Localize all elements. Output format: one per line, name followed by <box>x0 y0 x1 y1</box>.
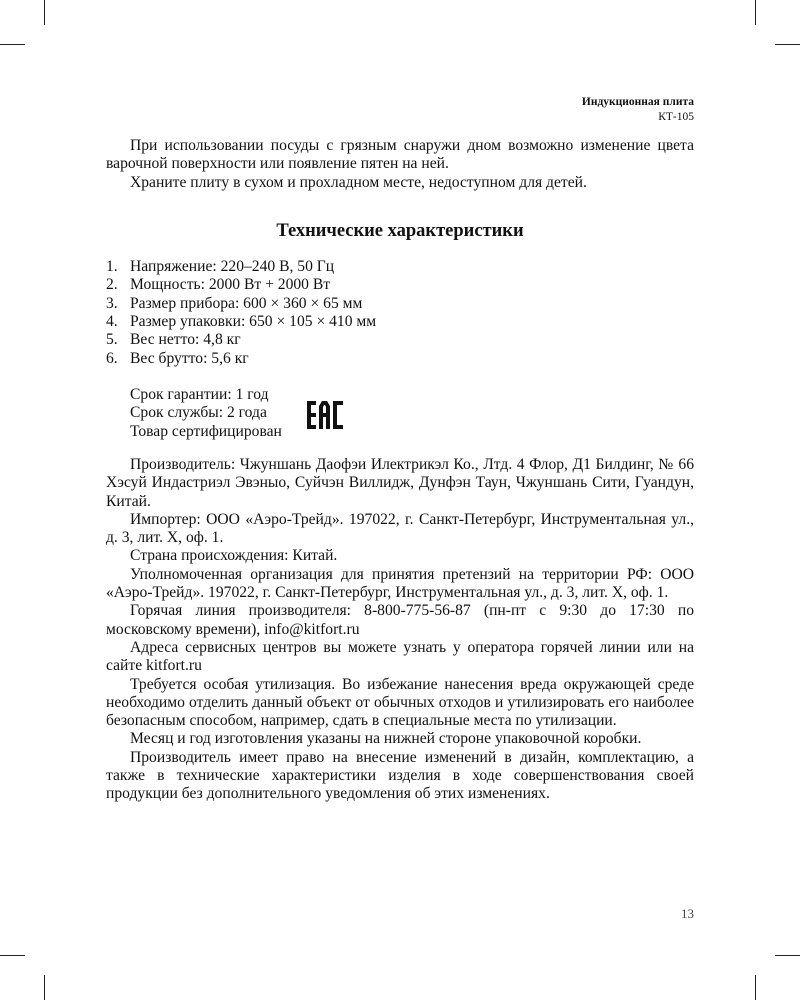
crop-mark-bottom-left <box>44 975 45 1000</box>
authorized-org-paragraph: Уполномоченная организация для принятия претензий на территории РФ: ООО «Аэро-Трейд». 197022, г. Санкт-Петербург, Инструментальная ул., д. 3, лит. Х, оф. 1. <box>106 565 694 602</box>
warranty-service-life: Срок службы: 2 года <box>130 404 267 422</box>
eac-certification-icon <box>306 400 344 430</box>
page-content <box>106 137 694 804</box>
importer-paragraph: Импортер: ООО «Аэро-Трейд». 197022, г. Санкт-Петербург, Инструментальная ул., д. 3, лит. Х, оф. 1. <box>106 510 694 547</box>
spec-item: 1. Напряжение: 220–240 В, 50 Гц <box>106 258 335 276</box>
header-title: Индукционная плита <box>581 96 694 108</box>
manufacturer-paragraph: Производитель: Чжуншань Даофэи Илектрикэл Ко., Лтд. 4 Флор, Д1 Билдинг, № 66 Хэсуй Индастриэл Эвэныо, Суйчэн Виллидж, Дунфэн Таун, Чжуншань Сити, Гуандун, Китай. <box>106 455 694 510</box>
crop-mark-bottom-left-h <box>0 955 25 956</box>
crop-mark-bottom-right-h <box>775 955 800 956</box>
intro-paragraph-2: Храните плиту в сухом и прохладном месте, недоступном для детей. <box>130 173 587 191</box>
warranty-guarantee: Срок гарантии: 1 год <box>130 385 269 403</box>
spec-item: 5. Вес нетто: 4,8 кг <box>106 331 241 349</box>
warranty-block <box>106 386 694 442</box>
specs-list <box>106 258 694 368</box>
manufacture-date-paragraph: Месяц и год изготовления указаны на нижней стороне упаковочной коробки. <box>130 730 642 748</box>
specs-heading: Технические характеристики <box>276 220 524 241</box>
intro-paragraph-1: При использовании посуды с грязным снаружи дном возможно изменение цвета варочной поверхности или появление пятен на ней. <box>106 137 694 173</box>
running-header <box>582 95 694 125</box>
spec-item: 2. Мощность: 2000 Вт + 2000 Вт <box>106 276 331 294</box>
crop-mark-top-left <box>44 0 45 25</box>
page-number: 13 <box>681 906 694 921</box>
spec-item: 3. Размер прибора: 600 × 360 × 65 мм <box>106 294 363 312</box>
disposal-paragraph: Требуется особая утилизация. Во избежание нанесения вреда окружающей среде необходимо отделить данный объект от обычных отходов и утилизировать его наиболее безопасным способом, например, сдать в специальные места по утилизации. <box>106 675 694 730</box>
crop-mark-top-left-h <box>0 44 25 45</box>
crop-mark-bottom-right <box>755 975 756 1000</box>
spec-item: 6. Вес брутто: 5,6 кг <box>106 349 249 367</box>
hotline-paragraph: Горячая линия производителя: 8-800-775-56-87 (пн-пт с 9:30 до 17:30 по московскому времени), info@kitfort.ru <box>106 602 694 638</box>
crop-mark-top-right <box>755 0 756 25</box>
origin-paragraph: Страна происхождения: Китай. <box>130 547 338 565</box>
warranty-certified: Товар сертифицирован <box>130 422 282 440</box>
header-model: КТ-105 <box>658 111 694 123</box>
crop-mark-top-right-h <box>775 44 800 45</box>
service-centers-paragraph: Адреса сервисных центров вы можете узнать у оператора горячей линии или на сайте kitfort.ru <box>106 638 694 675</box>
changes-paragraph: Производитель имеет право на внесение изменений в дизайн, комплектацию, а также в технические характеристики изделия в ходе совершенствования своей продукции без дополнительного уведомления об этих изменениях. <box>106 748 694 803</box>
spec-item: 4. Размер упаковки: 650 × 105 × 410 мм <box>106 313 377 331</box>
